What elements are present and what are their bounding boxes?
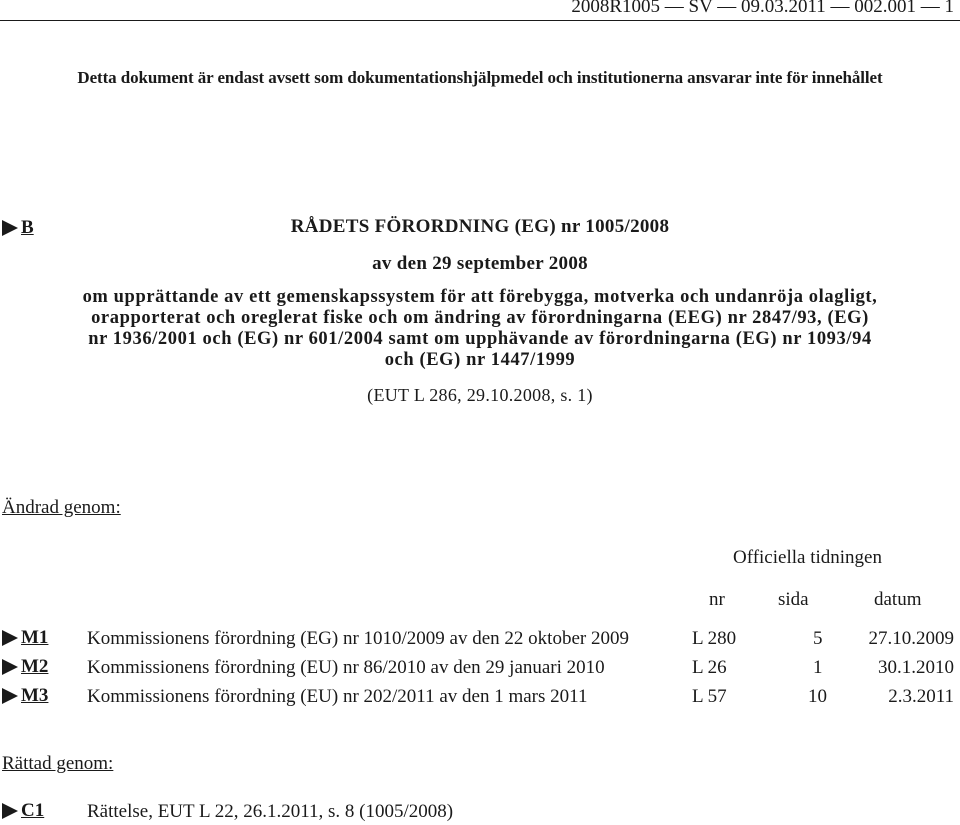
regulation-date: av den 29 september 2008 (372, 253, 588, 274)
amendment-page: 1 (813, 657, 823, 678)
marker-code: C1 (21, 800, 45, 821)
amendment-oj-nr: L 26 (692, 657, 727, 678)
column-header-date: datum (874, 589, 922, 610)
subject-line: och (EG) nr 1447/1999 (384, 350, 576, 370)
triangle-right-icon (2, 688, 18, 704)
marker-code: M3 (21, 685, 49, 706)
corrigendum-title: Rättelse, EUT L 22, 26.1.2011, s. 8 (1005/2008) (87, 801, 454, 822)
amendment-date: 2.3.2011 (888, 686, 954, 707)
amendment-title: Kommissionens förordning (EU) nr 86/2010 av den 29 januari 2010 (87, 657, 605, 678)
amendment-page: 5 (813, 628, 823, 649)
amendment-marker-m2[interactable] (2, 656, 48, 678)
official-journal-header: Officiella tidningen (733, 547, 882, 568)
oj-reference: (EUT L 286, 29.10.2008, s. 1) (367, 385, 593, 405)
column-header-page: sida (778, 589, 809, 610)
triangle-right-icon (2, 630, 18, 646)
column-header-nr: nr (709, 589, 725, 610)
marker-code: B (21, 217, 34, 238)
document-header: 2008R1005 — SV — 09.03.2011 — 002.001 — 1 (571, 0, 954, 17)
regulation-title: RÅDETS FÖRORDNING (EG) nr 1005/2008 (290, 216, 670, 237)
amended-by-label: Ändrad genom: (2, 497, 121, 518)
amendment-page: 10 (808, 686, 827, 707)
amendment-date: 30.1.2010 (878, 657, 954, 678)
corrigendum-marker-c1[interactable] (2, 800, 44, 822)
amendment-title: Kommissionens förordning (EG) nr 1010/2009 av den 22 oktober 2009 (87, 628, 629, 649)
subject-line: om upprättande av ett gemenskapssystem för att förebygga, motverka och undanröja olagligt, (82, 287, 878, 307)
triangle-right-icon (2, 803, 18, 819)
amendment-marker-m3[interactable] (2, 685, 48, 707)
triangle-right-icon (2, 659, 18, 675)
subject-line: nr 1936/2001 och (EG) nr 601/2004 samt om upphävande av förordningarna (EG) nr 1093/94 (88, 329, 872, 349)
amendment-date: 27.10.2009 (868, 628, 954, 649)
disclaimer: Detta dokument är endast avsett som dokumentationshjälpmedel och institutionerna ansvarar inte för innehållet (77, 68, 883, 87)
corrected-by-label: Rättad genom: (2, 753, 114, 774)
marker-code: M2 (21, 656, 49, 677)
header-rule (0, 20, 960, 21)
amendment-oj-nr: L 57 (692, 686, 727, 707)
marker-code: M1 (21, 627, 49, 648)
subject-line: orapporterat och oreglerat fiske och om ändring av förordningarna (EEG) nr 2847/93, (EG) (91, 308, 869, 328)
amendment-title: Kommissionens förordning (EU) nr 202/2011 av den 1 mars 2011 (87, 686, 588, 707)
regulation-subject (0, 287, 960, 371)
amendment-oj-nr: L 280 (692, 628, 737, 649)
amendment-marker-m1[interactable] (2, 627, 48, 649)
